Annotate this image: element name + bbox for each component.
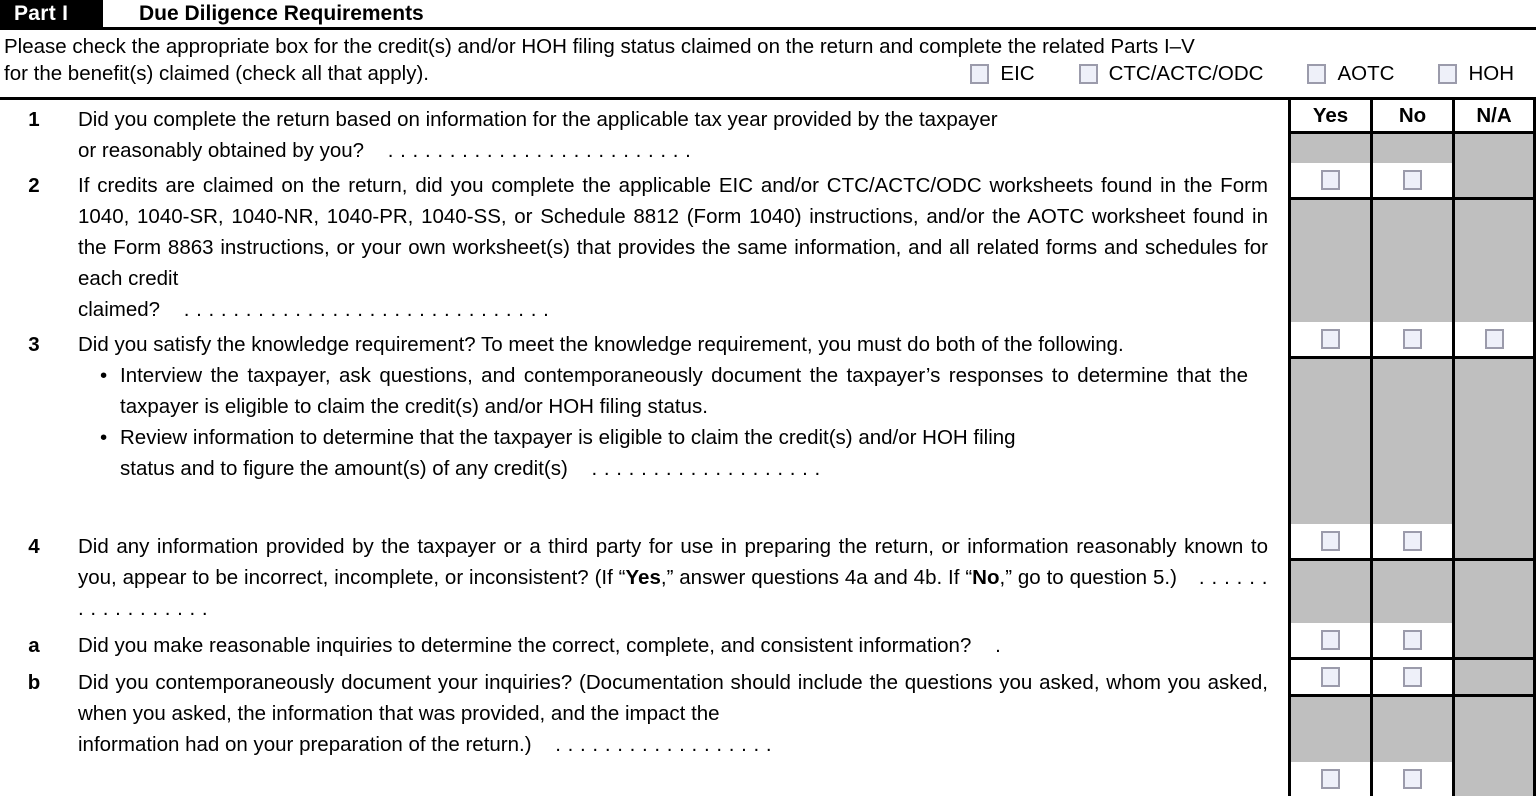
checkbox-q3-no-icon[interactable] — [1403, 531, 1422, 551]
question-number-4: 4 — [28, 535, 40, 558]
checkbox-hoh-icon[interactable] — [1438, 64, 1457, 84]
answer-cell-3-yes — [1291, 359, 1373, 558]
gray-filler — [1291, 134, 1370, 163]
question-row-4b — [0, 667, 1288, 766]
question-4-emphasis-yes: Yes — [625, 566, 661, 589]
answer-row-3 — [1291, 359, 1533, 561]
dot-leader-4a: . — [995, 634, 1002, 657]
gray-filler — [1455, 200, 1533, 322]
benefit-label-eic: EIC — [1000, 62, 1035, 85]
dot-leader-1: . . . . . . . . . . . . . . . . . . . . . . . . . — [387, 139, 692, 162]
answer-row-4b — [1291, 697, 1533, 796]
checkbox-q2-no-icon[interactable] — [1403, 329, 1422, 349]
question-lastline-1: or reasonably obtained by you? — [78, 139, 365, 162]
answer-row-2 — [1291, 200, 1533, 359]
question-3-bullet-list — [78, 360, 1268, 484]
question-lastline-4b: information had on your preparation of the return.) — [78, 733, 532, 756]
question-3-bullet-2-body: Review information to determine that the taxpayer is eligible to claim the credit(s) and/or HOH filing — [120, 426, 1016, 449]
benefit-label-aotc: AOTC — [1337, 62, 1395, 85]
checkbox-q4a-yes-icon[interactable] — [1321, 667, 1340, 687]
answer-cell-4-no — [1373, 561, 1455, 657]
benefit-option-eic[interactable] — [970, 60, 1034, 87]
gray-filler — [1455, 697, 1533, 796]
question-row-3 — [0, 329, 1288, 531]
question-4-part1: Did any information provided by the taxpayer or a third party for use in preparing the return, or information reasonably known to you, appear to be incorrect, incomplete, or inconsistent? (If “ — [78, 535, 1268, 589]
answer-row-1 — [1291, 134, 1533, 200]
part-title: Due Diligence Requirements — [139, 1, 424, 25]
question-row-4 — [0, 531, 1288, 630]
benefit-checkbox-group — [970, 60, 1532, 87]
part-header — [0, 0, 1536, 30]
question-lastline-4a: Did you make reasonable inquiries to determine the correct, complete, and consistent information? — [78, 634, 972, 657]
checkbox-q4-yes-icon[interactable] — [1321, 630, 1340, 650]
question-row-1 — [0, 104, 1288, 170]
question-text-1 — [78, 104, 1288, 166]
checkbox-q4b-yes-icon[interactable] — [1321, 769, 1340, 789]
question-4-emphasis-no: No — [972, 566, 1000, 589]
gray-filler — [1291, 200, 1370, 322]
gray-filler — [1455, 660, 1533, 694]
gray-filler — [1291, 697, 1370, 762]
question-lastline-2: claimed? — [78, 298, 161, 321]
question-body-4 — [78, 531, 1268, 624]
gray-filler — [1455, 561, 1533, 657]
gray-filler — [1455, 359, 1533, 558]
gray-filler — [1373, 134, 1452, 163]
checkbox-eic-icon[interactable] — [970, 64, 989, 84]
question-3-bullet-1: • Interview the taxpayer, ask questions, and contemporaneously document the taxpayer’s responses to determine that the taxpayer is eligible to claim the credit(s) and/or HOH filing status. — [96, 360, 1268, 422]
instructions-line-2: for the benefit(s) claimed (check all that apply). — [4, 62, 429, 85]
gray-filler — [1291, 561, 1370, 623]
question-4-part3: ,” go to question 5.) — [999, 566, 1177, 589]
answer-cell-4-yes — [1291, 561, 1373, 657]
answer-table-header — [1291, 100, 1533, 134]
answer-cell-4a-na — [1455, 660, 1533, 694]
question-text-2 — [78, 170, 1288, 325]
question-4-part2: ,” answer questions 4a and 4b. If “ — [660, 566, 973, 589]
answer-cell-1-no — [1373, 134, 1455, 197]
dot-leader-2: . . . . . . . . . . . . . . . . . . . . . . . . . . . . . . — [183, 298, 550, 321]
checkbox-q3-yes-icon[interactable] — [1321, 531, 1340, 551]
question-text-4b — [78, 667, 1288, 760]
checkbox-q4a-no-icon[interactable] — [1403, 667, 1422, 687]
answer-row-4a — [1291, 660, 1533, 697]
question-3-bullet-2 — [96, 422, 1268, 484]
checkbox-aotc-icon[interactable] — [1307, 64, 1326, 84]
questions-and-answers — [0, 100, 1536, 796]
benefit-option-aotc[interactable] — [1307, 60, 1394, 87]
column-header-yes: Yes — [1291, 100, 1373, 131]
instructions-line-1: Please check the appropriate box for the credit(s) and/or HOH filing status claimed on the return and complete the related Parts I–V — [4, 35, 1195, 58]
column-header-no: No — [1373, 100, 1455, 131]
answer-cell-1-na — [1455, 134, 1533, 197]
question-body-1: Did you complete the return based on information for the applicable tax year provided by the taxpayer — [78, 108, 998, 131]
question-text-4a — [78, 630, 1288, 661]
answer-cell-4a-yes — [1291, 660, 1373, 694]
benefit-option-ctc-actc-odc[interactable] — [1079, 60, 1264, 87]
answer-cell-4a-no — [1373, 660, 1455, 694]
gray-filler — [1373, 561, 1452, 623]
benefit-option-hoh[interactable] — [1438, 60, 1514, 87]
answer-cell-1-yes — [1291, 134, 1373, 197]
question-number-3: 3 — [28, 333, 40, 356]
question-3-bullet-2-lastline: status and to figure the amount(s) of any credit(s) — [120, 457, 568, 480]
question-row-4a — [0, 630, 1288, 667]
checkbox-q4-no-icon[interactable] — [1403, 630, 1422, 650]
gray-filler — [1291, 359, 1370, 524]
answer-cell-2-na — [1455, 200, 1533, 356]
question-text-3 — [78, 329, 1288, 484]
question-body-3: Did you satisfy the knowledge requirement? To meet the knowledge requirement, you must do both of the following. — [78, 333, 1124, 356]
answer-cell-4b-yes — [1291, 697, 1373, 796]
checkbox-q2-yes-icon[interactable] — [1321, 329, 1340, 349]
question-text-4 — [78, 531, 1288, 624]
answer-cell-4-na — [1455, 561, 1533, 657]
answer-cell-3-na — [1455, 359, 1533, 558]
answer-cell-2-no — [1373, 200, 1455, 356]
answer-row-4 — [1291, 561, 1533, 660]
question-body-2: If credits are claimed on the return, did you complete the applicable EIC and/or CTC/ACTC/ODC worksheets found in the Form 1040, 1040-SR, 1040-NR, 1040-PR, 1040-SS, or Schedule 8812 (Form 1040) instructions, and/or the AOTC worksheet found in the Form 8863 instructions, or your own worksheet(s) that provides the same information, and all related forms and schedules for each credit — [78, 174, 1268, 290]
gray-filler — [1373, 359, 1452, 524]
question-number-1: 1 — [28, 108, 40, 131]
answer-table — [1288, 100, 1536, 796]
answer-cell-4b-na — [1455, 697, 1533, 796]
benefit-label-ctc-actc-odc: CTC/ACTC/ODC — [1108, 62, 1264, 85]
gray-filler — [1373, 697, 1452, 762]
question-number-4a: a — [28, 634, 40, 657]
question-column — [0, 100, 1288, 796]
checkbox-q2-na-icon[interactable] — [1485, 329, 1504, 349]
dot-leader-4b: . . . . . . . . . . . . . . . . . . — [555, 733, 773, 756]
column-header-na: N/A — [1476, 103, 1512, 127]
benefit-label-hoh: HOH — [1468, 62, 1514, 85]
gray-filler — [1455, 134, 1533, 197]
question-body-4b: Did you contemporaneously document your inquiries? (Documentation should include the questions you asked, whom you asked, when you asked, the information that was provided, and the impact the — [78, 671, 1268, 725]
gray-filler — [1373, 200, 1452, 322]
question-row-2 — [0, 170, 1288, 329]
checkbox-q1-yes-icon[interactable] — [1321, 170, 1340, 190]
answer-cell-3-no — [1373, 359, 1455, 558]
part-number-tag: Part I — [0, 0, 103, 27]
checkbox-q4b-no-icon[interactable] — [1403, 769, 1422, 789]
answer-cell-2-yes — [1291, 200, 1373, 356]
question-number-2: 2 — [28, 174, 40, 197]
checkbox-ctc-actc-odc-icon[interactable] — [1079, 64, 1098, 84]
dot-leader-4: . . . . . . . . . . . . . . . . . — [78, 566, 1269, 620]
checkbox-q1-no-icon[interactable] — [1403, 170, 1422, 190]
answer-cell-4b-no — [1373, 697, 1455, 796]
instructions-block — [0, 30, 1536, 100]
dot-leader-3: . . . . . . . . . . . . . . . . . . . — [591, 457, 821, 480]
question-number-4b: b — [27, 671, 41, 694]
